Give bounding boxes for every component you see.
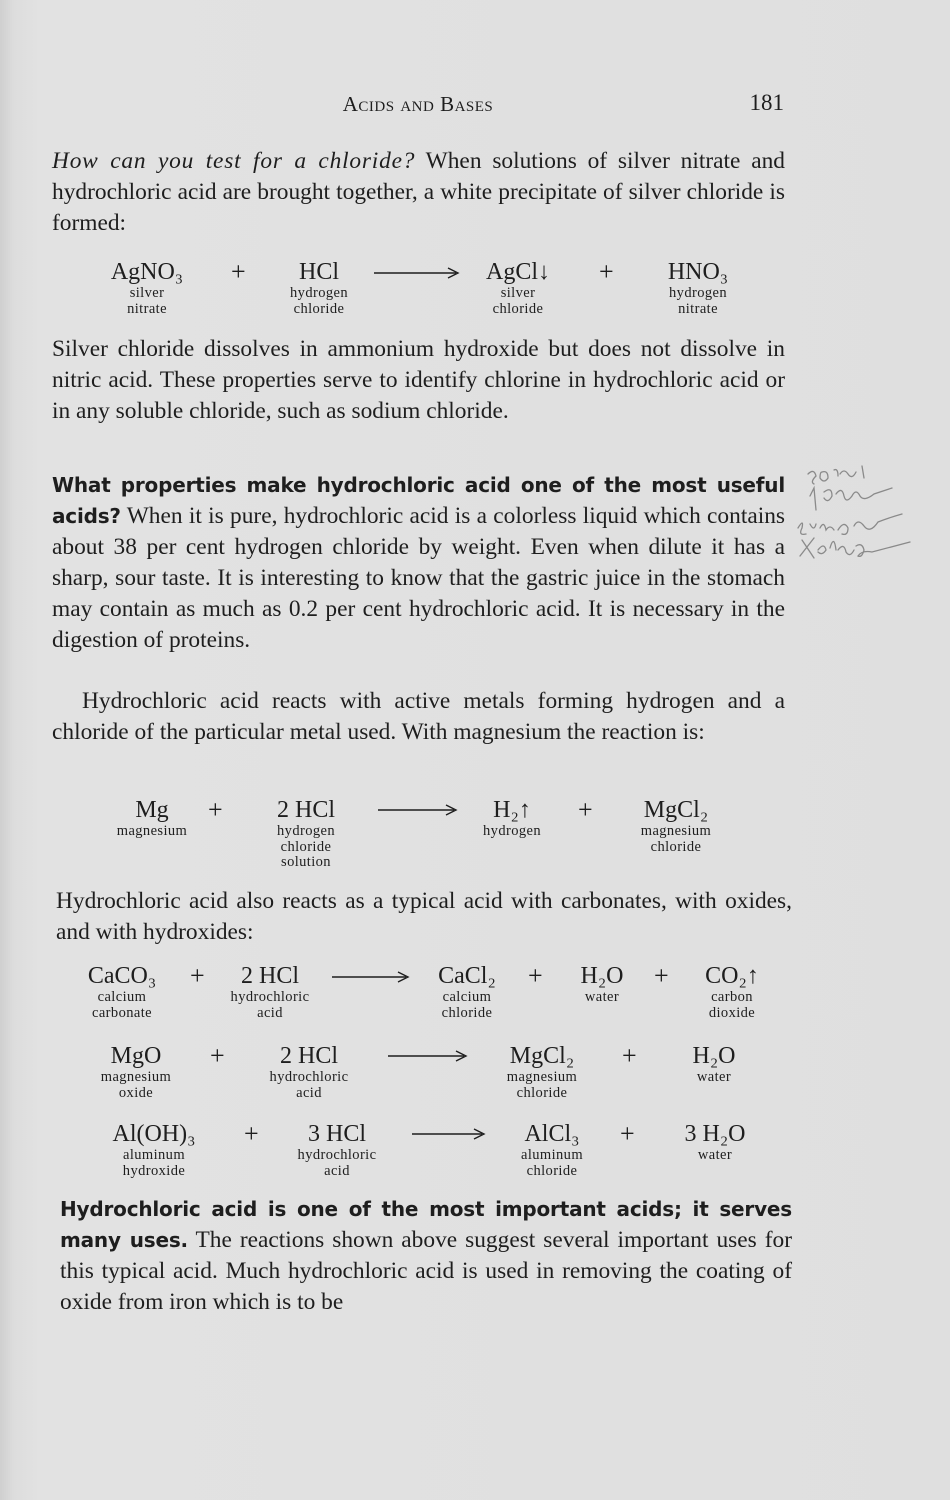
term-silver-nitrate bbox=[92, 258, 202, 317]
label: hydrochloric bbox=[269, 1069, 349, 1085]
plus-sign: + bbox=[654, 961, 669, 990]
term-silver-chloride bbox=[468, 258, 568, 317]
label: chloride bbox=[280, 838, 332, 855]
term-hydrochloric-acid bbox=[256, 796, 356, 871]
label: hydrogen bbox=[669, 285, 727, 301]
paragraph-typical-acid: Hydrochloric acid also reacts as a typical acid with carbonates, with oxides, and with hydroxides: bbox=[56, 888, 792, 945]
section-heading: Hydrochloric acid is one of the most important acids; it serves many uses. bbox=[60, 1197, 792, 1252]
formula: H₂O bbox=[580, 963, 624, 989]
term-aluminum-hydroxide bbox=[96, 1120, 212, 1179]
term-calcium-chloride bbox=[422, 962, 512, 1021]
label: hydrogen bbox=[483, 823, 541, 839]
term-hydrochloric-acid bbox=[256, 1042, 362, 1101]
formula: 2 HCl bbox=[240, 963, 299, 989]
plus-sign: + bbox=[244, 1119, 259, 1148]
paragraph-chloride-test bbox=[52, 146, 785, 239]
label: water bbox=[696, 1069, 732, 1085]
label: water bbox=[584, 989, 620, 1005]
plus-sign: + bbox=[578, 795, 593, 824]
label: acid bbox=[257, 1004, 283, 1021]
label: chloride bbox=[492, 300, 544, 317]
formula: HNO₃ bbox=[667, 259, 729, 285]
label: acid bbox=[324, 1162, 350, 1179]
label: chloride bbox=[516, 1084, 568, 1101]
label: silver bbox=[129, 285, 165, 301]
paragraph-text: When it is pure, hydrochloric acid is a colorless liquid which contains about 38 per cent hydrogen chloride by weight. Even when dilute it has a sharp, sour taste. It is interesting to know that the gastric juice in the stomach may contain as much as 0.2 per cent hydrochloric acid. It is necessary in the digestion of proteins. bbox=[52, 503, 785, 653]
label: hydroxide bbox=[122, 1162, 186, 1179]
paragraph-active-metals: Hydrochloric acid reacts with active metals forming hydrogen and a chloride of the particular metal used. With magnesium the reaction is: bbox=[52, 688, 785, 745]
label: hydrogen bbox=[277, 823, 335, 839]
label: magnesium bbox=[116, 823, 188, 839]
paragraph-silver-chloride: Silver chloride dissolves in ammonium hydroxide but does not dissolve in nitric acid. These properties serve to identify chlorine in hydrochloric acid or in any soluble chloride, such as sodium chloride. bbox=[52, 336, 785, 424]
label: magnesium bbox=[640, 823, 712, 839]
label: aluminum bbox=[521, 1147, 583, 1163]
term-magnesium-oxide bbox=[84, 1042, 188, 1101]
label: calcium bbox=[97, 989, 147, 1005]
term-hydrochloric-acid bbox=[284, 1120, 390, 1179]
label: carbon bbox=[711, 989, 753, 1005]
formula: 3 HCl bbox=[307, 1121, 366, 1147]
chapter-title: Acids and Bases bbox=[342, 92, 494, 116]
term-aluminum-chloride bbox=[504, 1120, 600, 1179]
term-carbon-dioxide bbox=[690, 962, 774, 1021]
formula: CO₂↑ bbox=[705, 963, 759, 989]
plus-sign: + bbox=[208, 795, 223, 824]
label: hydrochloric bbox=[230, 989, 310, 1005]
question-heading: How can you test for a chloride? bbox=[52, 148, 416, 174]
term-water bbox=[564, 962, 640, 1006]
label: silver bbox=[500, 285, 536, 301]
label: magnesium bbox=[506, 1069, 578, 1085]
label: chloride bbox=[650, 838, 702, 855]
term-magnesium bbox=[100, 796, 204, 840]
reaction-arrow bbox=[386, 1042, 468, 1070]
reaction-arrow bbox=[372, 258, 460, 286]
label: chloride bbox=[526, 1162, 578, 1179]
term-water bbox=[670, 1120, 760, 1164]
reaction-arrow bbox=[410, 1120, 486, 1148]
formula: 2 HCl bbox=[276, 797, 335, 823]
formula: AlCl₃ bbox=[524, 1121, 580, 1147]
paragraph-text: The reactions shown above suggest several important uses for this typical acid. Much hydrochloric acid is used in removing the coating of oxide from iron which is to be bbox=[60, 1227, 792, 1315]
formula: H₂↑ bbox=[493, 797, 531, 823]
reaction-arrow bbox=[376, 796, 458, 824]
plus-sign: + bbox=[210, 1041, 225, 1070]
formula: AgNO₃ bbox=[110, 259, 184, 285]
reaction-arrow bbox=[330, 962, 410, 990]
formula: MgCl₂ bbox=[643, 797, 709, 823]
plus-sign: + bbox=[599, 257, 614, 286]
plus-sign: + bbox=[231, 257, 246, 286]
formula: CaCO₃ bbox=[87, 963, 157, 989]
term-hydrochloric-acid bbox=[218, 962, 322, 1021]
paragraph-uses bbox=[60, 1194, 792, 1318]
term-water bbox=[676, 1042, 752, 1086]
formula: CaCl₂ bbox=[438, 963, 496, 989]
plus-sign: + bbox=[622, 1041, 637, 1070]
term-hydrogen-chloride bbox=[268, 258, 370, 317]
label: hydrogen bbox=[290, 285, 348, 301]
label: dioxide bbox=[708, 1004, 756, 1021]
page-number: 181 bbox=[749, 90, 784, 115]
label: chloride bbox=[441, 1004, 493, 1021]
formula: H₂O bbox=[692, 1043, 736, 1069]
formula: MgO bbox=[110, 1043, 162, 1069]
term-hydrogen-nitrate bbox=[648, 258, 748, 317]
paragraph-text: When solutions of silver nitrate and hydrochloric acid are brought together, a white precipitate of silver chloride is formed: bbox=[52, 148, 785, 236]
handwritten-margin-note bbox=[790, 462, 940, 612]
formula: Al(OH)₃ bbox=[112, 1121, 196, 1147]
term-magnesium-chloride bbox=[624, 796, 728, 855]
formula: MgCl₂ bbox=[509, 1043, 575, 1069]
label: oxide bbox=[118, 1084, 154, 1101]
formula: HCl bbox=[298, 259, 339, 285]
formula: 3 H₂O bbox=[684, 1121, 746, 1147]
label: magnesium bbox=[100, 1069, 172, 1085]
paragraph-properties bbox=[52, 470, 785, 656]
label: calcium bbox=[442, 989, 492, 1005]
label: nitrate bbox=[678, 300, 718, 317]
plus-sign: + bbox=[528, 961, 543, 990]
label: chloride bbox=[293, 300, 345, 317]
term-magnesium-chloride bbox=[490, 1042, 594, 1101]
formula: Mg bbox=[135, 797, 169, 823]
plus-sign: + bbox=[190, 961, 205, 990]
label: carbonate bbox=[92, 1004, 152, 1021]
section-heading: What properties make hydrochloric acid one of the most useful acids? bbox=[52, 473, 785, 528]
plus-sign: + bbox=[620, 1119, 635, 1148]
label: water bbox=[697, 1147, 733, 1163]
formula: AgCl↓ bbox=[485, 259, 550, 285]
term-hydrogen bbox=[462, 796, 562, 840]
term-calcium-carbonate bbox=[72, 962, 172, 1021]
formula: 2 HCl bbox=[279, 1043, 338, 1069]
label: hydrochloric bbox=[297, 1147, 377, 1163]
label: nitrate bbox=[127, 300, 167, 317]
label: solution bbox=[281, 854, 331, 870]
label: acid bbox=[296, 1084, 322, 1101]
running-head bbox=[52, 92, 784, 122]
label: aluminum bbox=[123, 1147, 185, 1163]
